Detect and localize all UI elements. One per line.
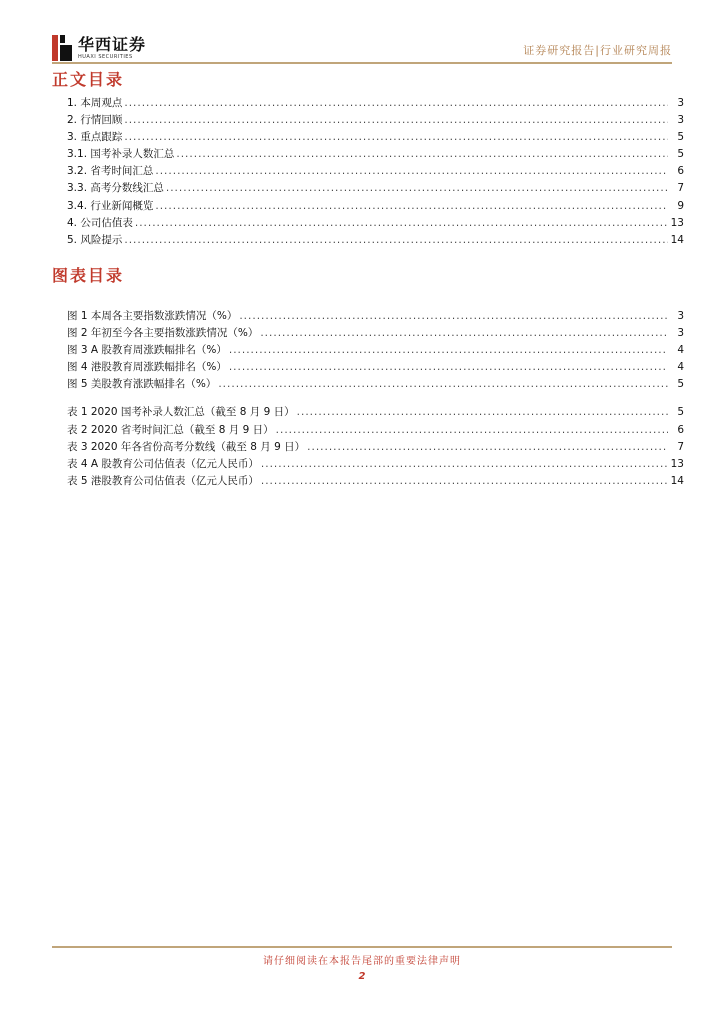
toc-title: 正文目录 [52, 70, 125, 89]
figure-item[interactable]: 图 2 年初至今各主要指数涨跌情况（%） ..... 3 [67, 325, 684, 342]
toc-item[interactable]: 3.2. 省考时间汇总 ..... 6 [67, 163, 684, 180]
toc-item[interactable]: 2. 行情回顾 ..... 3 [67, 112, 684, 129]
figure-item[interactable]: 图 3 A 股教育周涨跌幅排名（%） ..... 4 [67, 342, 684, 359]
toc-item[interactable]: 3. 重点跟踪 ..... 5 [67, 129, 684, 146]
header-divider [52, 62, 672, 64]
toc-list [67, 95, 684, 249]
logo-chinese-name: 华西证券 [78, 34, 147, 54]
company-logo [52, 34, 146, 62]
table-item[interactable]: 表 1 2020 国考补录人数汇总（截至 8 月 9 日） ..... 5 [67, 404, 684, 421]
figures-list [67, 308, 684, 490]
figures-title: 图表目录 [52, 266, 125, 285]
report-type: 证券研究报告|行业研究周报 [523, 44, 672, 57]
page-number: 2 [358, 971, 366, 982]
toc-item[interactable]: 3.3. 高考分数线汇总 ..... 7 [67, 180, 684, 197]
toc-item[interactable]: 3.4. 行业新闻概览 ..... 9 [67, 198, 684, 215]
figure-item[interactable]: 图 4 港股教育周涨跌幅排名（%） ..... 4 [67, 359, 684, 376]
huaxi-logo-icon [52, 35, 72, 61]
table-item[interactable]: 表 2 2020 省考时间汇总（截至 8 月 9 日） ..... 6 [67, 422, 684, 439]
legal-disclaimer: 请仔细阅读在本报告尾部的重要法律声明 [263, 956, 461, 967]
table-item[interactable]: 表 4 A 股教育公司估值表（亿元人民币） ..... 13 [67, 456, 684, 473]
table-item[interactable]: 表 5 港股教育公司估值表（亿元人民币） ..... 14 [67, 473, 684, 490]
figure-item[interactable]: 图 1 本周各主要指数涨跌情况（%） ..... 3 [67, 308, 684, 325]
toc-item[interactable]: 5. 风险提示 ..... 14 [67, 232, 684, 249]
toc-item[interactable]: 1. 本周观点 ..... 3 [67, 95, 684, 112]
table-item[interactable]: 表 3 2020 年各省份高考分数线（截至 8 月 9 日） ..... 7 [67, 439, 684, 456]
logo-english-name: HUAXI SECURITIES [78, 53, 133, 60]
footer-divider [52, 946, 672, 948]
toc-item[interactable]: 3.1. 国考补录人数汇总 ..... 5 [67, 146, 684, 163]
toc-item[interactable]: 4. 公司估值表 ..... 13 [67, 215, 684, 232]
figure-item[interactable]: 图 5 美股教育涨跌幅排名（%） ..... 5 [67, 376, 684, 393]
